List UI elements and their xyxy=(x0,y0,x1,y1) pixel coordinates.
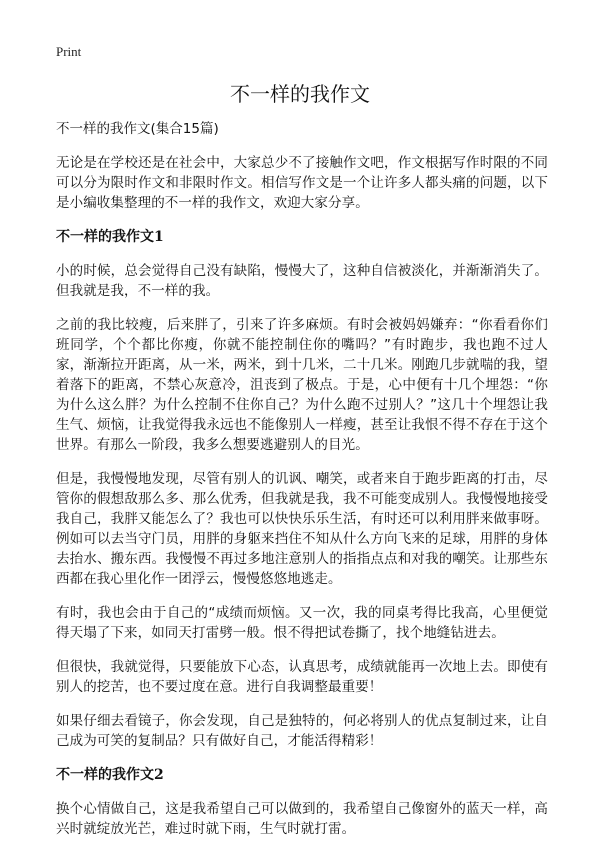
section-heading: 不一样的我作文2 xyxy=(56,767,164,783)
section-paragraph: 但是，我慢慢地发现，尽管有别人的讥讽、嘲笑，或者来自于跑步距离的打击，尽管你的假想敌那么多、那么优秀，但我就是我，我不可能变成别人。我慢慢地接受我自己，我胖又能怎么了？我也可以快快乐乐生活，有时还可以利用胖来做事呀。例如可以去当守门员，用胖的身躯来挡住不知从什么方向飞来的足球，用胖的身体去抬水、搬东西。我慢慢不再过多地注意别人的指指点点和对我的嘲笑。让那些东西都在我心里化作一团浮云，慢慢悠悠地逃走。 xyxy=(56,471,548,587)
article-body xyxy=(56,119,548,853)
intro-paragraph: 无论是在学校还是在社会中，大家总少不了接触作文吧，作文根据写作时限的不同可以分为限时作文和非限时作文。相信写作文是一个让许多人都头痛的问题，以下是小编收集整理的不一样的我作文，欢迎大家分享。 xyxy=(56,155,548,211)
print-link[interactable]: Print xyxy=(56,44,82,59)
section-paragraph: 换个心情做自己，这是我希望自己可以做到的，我希望自己像窗外的蓝天一样，高兴时就绽放光芒，难过时就下雨，生气时就打雷。 xyxy=(56,801,548,837)
section-paragraph: 小的时候，总会觉得自己没有缺陷，慢慢大了，这种自信被淡化，并渐渐消失了。但我就是我，不一样的我。 xyxy=(56,263,548,299)
page-title: 不一样的我作文 xyxy=(230,82,370,106)
section-paragraph: 之前的我比较瘦，后来胖了，引来了许多麻烦。有时会被妈妈嫌弃：“你看看你们班同学，个个都比你瘦，你就不能控制住你的嘴吗？”有时跑步，我也跑不过人家，渐渐拉开距离，从一米，两米，到十几米，二十几米。刚跑几步就喘的我，望着落下的距离，不禁心灰意冷，沮丧到了极点。于是，心中便有十几个埋怨：“你为什么这么胖？为什么控制不住你自己？为什么跑不过别人？”这几十个埋怨让我生气、烦恼，让我觉得我永远也不能像别人一样瘦，甚至让我恨不得不存在于这个世界。有那么一阶段，我多么想要逃避别人的目光。 xyxy=(56,317,548,453)
section-paragraph: 但很快，我就觉得，只要能放下心态，认真思考，成绩就能再一次地上去。即使有别人的挖苦，也不要过度在意。进行自我调整最重要！ xyxy=(56,659,548,695)
article-subtitle: 不一样的我作文(集合15篇) xyxy=(56,121,219,137)
section-paragraph: 如果仔细去看镜子，你会发现，自己是独特的，何必将别人的优点复制过来，让自己成为可笑的复制品？只有做好自己，才能活得精彩！ xyxy=(56,713,548,749)
section-paragraph: 有时，我也会由于自己的“成绩而烦恼。又一次，我的同桌考得比我高，心里便觉得天塌了下来，如同天打雷劈一般。恨不得把试卷撕了，找个地缝钻进去。 xyxy=(56,605,548,641)
section-heading: 不一样的我作文1 xyxy=(56,229,164,245)
